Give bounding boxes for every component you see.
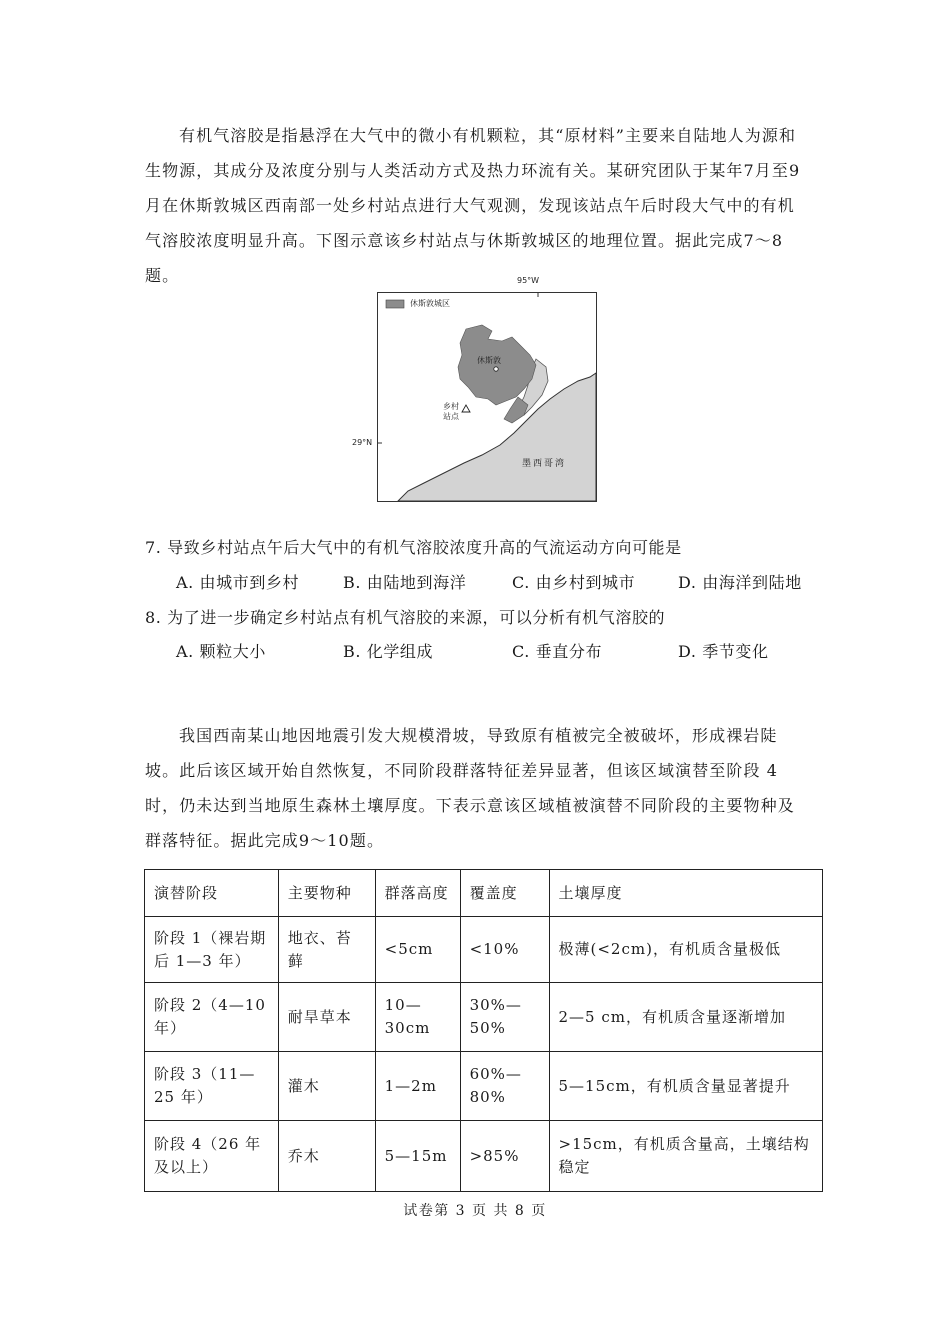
table-cell: <5cm [375,917,460,983]
site-marker [462,405,470,412]
table-cell: 10—30cm [375,983,460,1052]
passage-1: 有机气溶胶是指悬浮在大气中的微小有机颗粒，其“原材料”主要来自陆地人为源和生物源，其成分及浓度分别与人类活动方式及热力环流有关。某研究团队于某年7月至9月在休斯敦城区西南部一处乡村站点进行大气观测，发现该站点午后时段大气中的有机气溶胶浓度明显升高。下图示意该乡村站点与休斯敦城区的地理位置。据此完成7～8题。 [145,126,801,285]
city-label: 休斯敦 [477,356,501,365]
table-cell: 阶段 1（裸岩期后 1—3 年） [145,917,279,983]
table-cell: 地衣、苔藓 [278,917,375,983]
table-cell: <10% [460,917,549,983]
question-7-option-b: B. 由陆地到海洋 [343,573,467,592]
map-frame [377,292,597,502]
table-cell: 极薄(<2cm)，有机质含量极低 [549,917,823,983]
table-cell: 30%—50% [460,983,549,1052]
legend-swatch [386,300,404,308]
table-cell: 耐旱草本 [278,983,375,1052]
table-header: 主要物种 [278,870,375,917]
table-cell: 灌木 [278,1052,375,1121]
gulf-label: 墨西哥湾 [522,459,567,469]
table-header: 土壤厚度 [549,870,823,917]
map-svg [378,293,596,501]
site-label [443,402,459,422]
legend-label: 休斯敦城区 [410,299,450,308]
site-label-line-1: 乡村 [443,402,459,411]
table-row [145,983,823,1052]
table-cell: 阶段 4（26 年及以上） [145,1121,279,1192]
table-row [145,1052,823,1121]
question-8-option-b: B. 化学组成 [343,642,434,661]
succession-table [144,869,823,1192]
table-cell: 5—15m [375,1121,460,1192]
question-7-stem: 7. 导致乡村站点午后大气中的有机气溶胶浓度升高的气流运动方向可能是 [145,538,682,557]
table-row [145,1121,823,1192]
site-label-line-2: 站点 [443,412,459,421]
table-cell: 阶段 3（11—25 年） [145,1052,279,1121]
question-7-option-c: C. 由乡村到城市 [512,573,636,592]
table-header-row [145,870,823,917]
table-cell: 1—2m [375,1052,460,1121]
question-7-option-a: A. 由城市到乡村 [176,573,300,592]
table-header: 覆盖度 [460,870,549,917]
question-7-option-d: D. 由海洋到陆地 [678,573,802,592]
question-8-stem: 8. 为了进一步确定乡村站点有机气溶胶的来源，可以分析有机气溶胶的 [145,608,666,627]
question-8-option-d: D. 季节变化 [678,642,769,661]
latitude-label: 29°N [352,438,373,447]
table-header: 演替阶段 [145,870,279,917]
table-cell: 2—5 cm，有机质含量逐渐增加 [549,983,823,1052]
page-footer: 试卷第 3 页 共 8 页 [403,1203,547,1219]
question-8-option-a: A. 颗粒大小 [176,642,266,661]
table-header: 群落高度 [375,870,460,917]
longitude-label: 95°W [517,276,540,285]
table-cell: 阶段 2（4—10 年） [145,983,279,1052]
city-marker [494,367,498,371]
table-cell: >15cm，有机质含量高，土壤结构稳定 [549,1121,823,1192]
table-cell: 5—15cm，有机质含量显著提升 [549,1052,823,1121]
table-row [145,917,823,983]
table-cell: >85% [460,1121,549,1192]
table-cell: 乔木 [278,1121,375,1192]
question-8-option-c: C. 垂直分布 [512,642,603,661]
table-cell: 60%—80% [460,1052,549,1121]
passage-2: 我国西南某山地因地震引发大规模滑坡，导致原有植被完全被破坏，形成裸岩陡坡。此后该区域开始自然恢复，不同阶段群落特征差异显著，但该区域演替至阶段 4 时，仍未达到当地原生森林土壤厚度。下表示意该区域植被演替不同阶段的主要物种及群落特征。据此完成9～10题。 [145,726,795,850]
